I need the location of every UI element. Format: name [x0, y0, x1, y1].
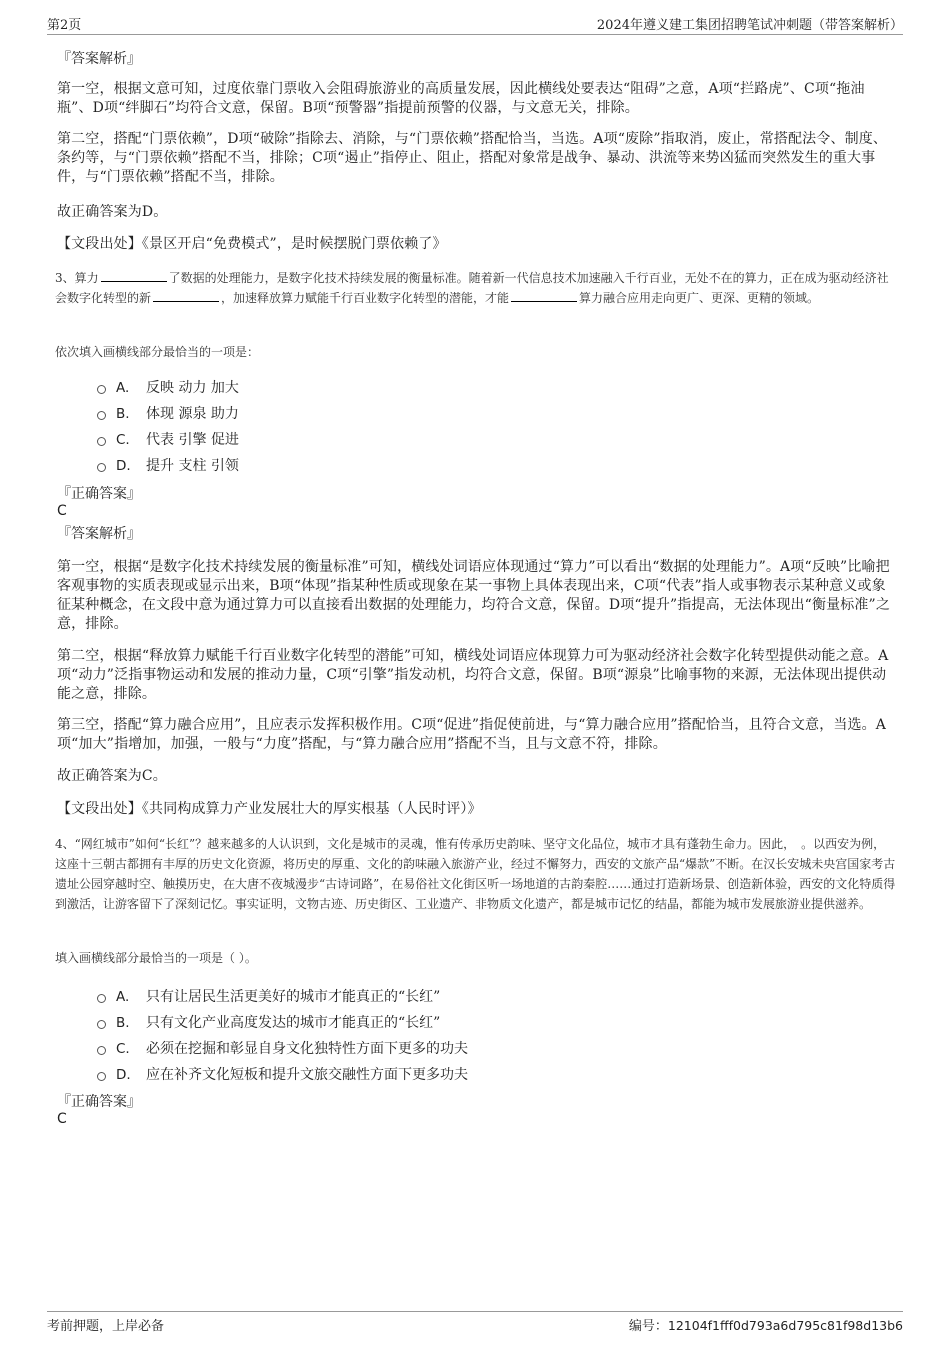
document-title: 2024年遵义建工集团招聘笔试冲刺题（带答案解析）: [596, 18, 903, 33]
q3-option-a[interactable]: A. 反映 动力 加大: [97, 379, 239, 397]
q3-answer-label: 『正确答案』: [57, 486, 141, 502]
q2-analysis-p1: 第一空，根据文意可知，过度依靠门票收入会阻碍旅游业的高质量发展，因此横线处要表达“阻碍”之意，A项“拦路虎”、C项“拖油瓶”、D项“绊脚石”均符合文意，保留。B项“预警器”指提前预警的仪器，与文意无关，排除。: [57, 81, 865, 116]
q3-analysis-p1: 第一空，根据“是数字化技术持续发展的衡量标准”可知，横线处词语应体现通过“算力”可以看出“数据的处理能力”。A项“反映”比喻把客观事物的实质表现或显示出来，B项“体现”指某种性质或现象在某一事物上具体表现出来，C项“代表”指人或事物表示某种意义或象征某种概念，在文段中意为通过算力可以直接看出数据的处理能力，均符合文意，保留。D项“提升”指提高，无法体现出“衡量标准”之意，排除。: [57, 559, 890, 632]
q2-analysis-p2: 第二空，搭配“门票依赖”，D项“破除”指除去、消除，与“门票依赖”搭配恰当，当选。A项“废除”指取消，废止，常搭配法令、制度、条约等，与“门票依赖”搭配不当，排除；C项“遏止”指停止、阻止，搭配对象常是战争、暴动、洪流等来势凶猛而突然发生的重大事件，与“门票依赖”搭配不当，排除。: [57, 131, 888, 185]
q2-conclusion: 故正确答案为D。: [57, 204, 168, 220]
blank-3: [511, 289, 577, 302]
radio-icon[interactable]: [97, 437, 106, 446]
q2-analysis-label: 『答案解析』: [57, 51, 141, 67]
q3-analysis-p2: 第二空，根据“释放算力赋能千行百业数字化转型的潜能”可知，横线处词语应体现算力可为驱动经济社会数字化转型提供动能之意。A项“动力”泛指事物运动和发展的推动力量，C项“引擎”指发动机，均符合文意，保留。B项“源泉”比喻事物的来源，无法体现出提供动能之意，排除。: [57, 648, 889, 702]
q4-answer: C: [57, 1111, 67, 1127]
document-code: 编号：12104f1fff0d793a6d795c81f98d13b6: [628, 1318, 903, 1334]
radio-icon[interactable]: [97, 463, 106, 472]
q4-option-d[interactable]: D. 应在补齐文化短板和提升文旅交融性方面下更多功夫: [97, 1066, 468, 1084]
radio-icon[interactable]: [97, 411, 106, 420]
radio-icon[interactable]: [97, 385, 106, 394]
radio-icon[interactable]: [97, 1072, 106, 1081]
q3-analysis-p3: 第三空，搭配“算力融合应用”，且应表示发挥积极作用。C项“促进”指促使前进，与“算力融合应用”搭配恰当，且符合文意，当选。A项“加大”指增加，加强，一般与“力度”搭配，与“算力融合应用”搭配不当，且与文意不符，排除。: [57, 717, 887, 752]
q4-stem: 4、“网红城市”如何“长红”？越来越多的人认识到，文化是城市的灵魂，惟有传承历史韵味、坚守文化品位，城市才具有蓬勃生命力。因此， 。以西安为例，这座十三朝古都拥有丰厚的历史文化资源，将历史的厚重、文化的韵味融入旅游产业，经过不懈努力，西安的文旅产品“爆款”不断。在汉长安城未央宫国家考古遗址公园穿越时空、触摸历史，在大唐不夜城漫步“古诗词路”，在易俗社文化街区听一场地道的古韵秦腔……通过打造新场景、创造新体验，西安的文化特质得到激活，让游客留下了深刻记忆。事实证明，文物古迹、历史街区、工业遗产、非物质文化遗产，都是城市记忆的结晶，都能为城市发展旅游业提供滋养。: [55, 837, 896, 911]
blank-2: [153, 289, 219, 302]
q4-prompt: 填入画横线部分最恰当的一项是（ ）。: [55, 951, 257, 965]
q2-source: 【文段出处】《景区开启“免费模式”，是时候摆脱门票依赖了》: [57, 236, 447, 252]
q3-analysis-label: 『答案解析』: [57, 526, 141, 542]
q3-prompt: 依次填入画横线部分最恰当的一项是：: [55, 345, 260, 359]
q4-answer-label: 『正确答案』: [57, 1094, 141, 1110]
q3-answer: C: [57, 503, 67, 519]
q3-source: 【文段出处】《共同构成算力产业发展壮大的厚实根基（人民时评）》: [57, 801, 482, 817]
page-number: 第2页: [47, 18, 82, 33]
footer-slogan: 考前押题，上岸必备: [47, 1319, 165, 1334]
q3-option-b[interactable]: B. 体现 源泉 助力: [97, 405, 239, 423]
q3-option-d[interactable]: D. 提升 支柱 引领: [97, 457, 239, 475]
radio-icon[interactable]: [97, 994, 106, 1003]
q4-option-a[interactable]: A. 只有让居民生活更美好的城市才能真正的“长红”: [97, 988, 440, 1006]
q4-option-c[interactable]: C. 必须在挖掘和彰显自身文化独特性方面下更多的功夫: [97, 1040, 468, 1058]
q3-option-c[interactable]: C. 代表 引擎 促进: [97, 431, 239, 449]
radio-icon[interactable]: [97, 1020, 106, 1029]
radio-icon[interactable]: [97, 1046, 106, 1055]
q3-stem: 3、算力 了数据的处理能力，是数字化技术持续发展的衡量标准。随着新一代信息技术加速融入千行百业，无处不在的算力，正在成为驱动经济社会数字化转型的新 ，加速释放算力赋能千行百业数字化转型的潜能，才能 算力融合应用走向更广、更深、更精的领域。: [55, 271, 889, 305]
q3-conclusion: 故正确答案为C。: [57, 768, 167, 784]
q4-option-b[interactable]: B. 只有文化产业高度发达的城市才能真正的“长红”: [97, 1014, 440, 1032]
blank-1: [101, 269, 167, 282]
page-header: [47, 14, 903, 35]
page-footer: [47, 1311, 903, 1334]
